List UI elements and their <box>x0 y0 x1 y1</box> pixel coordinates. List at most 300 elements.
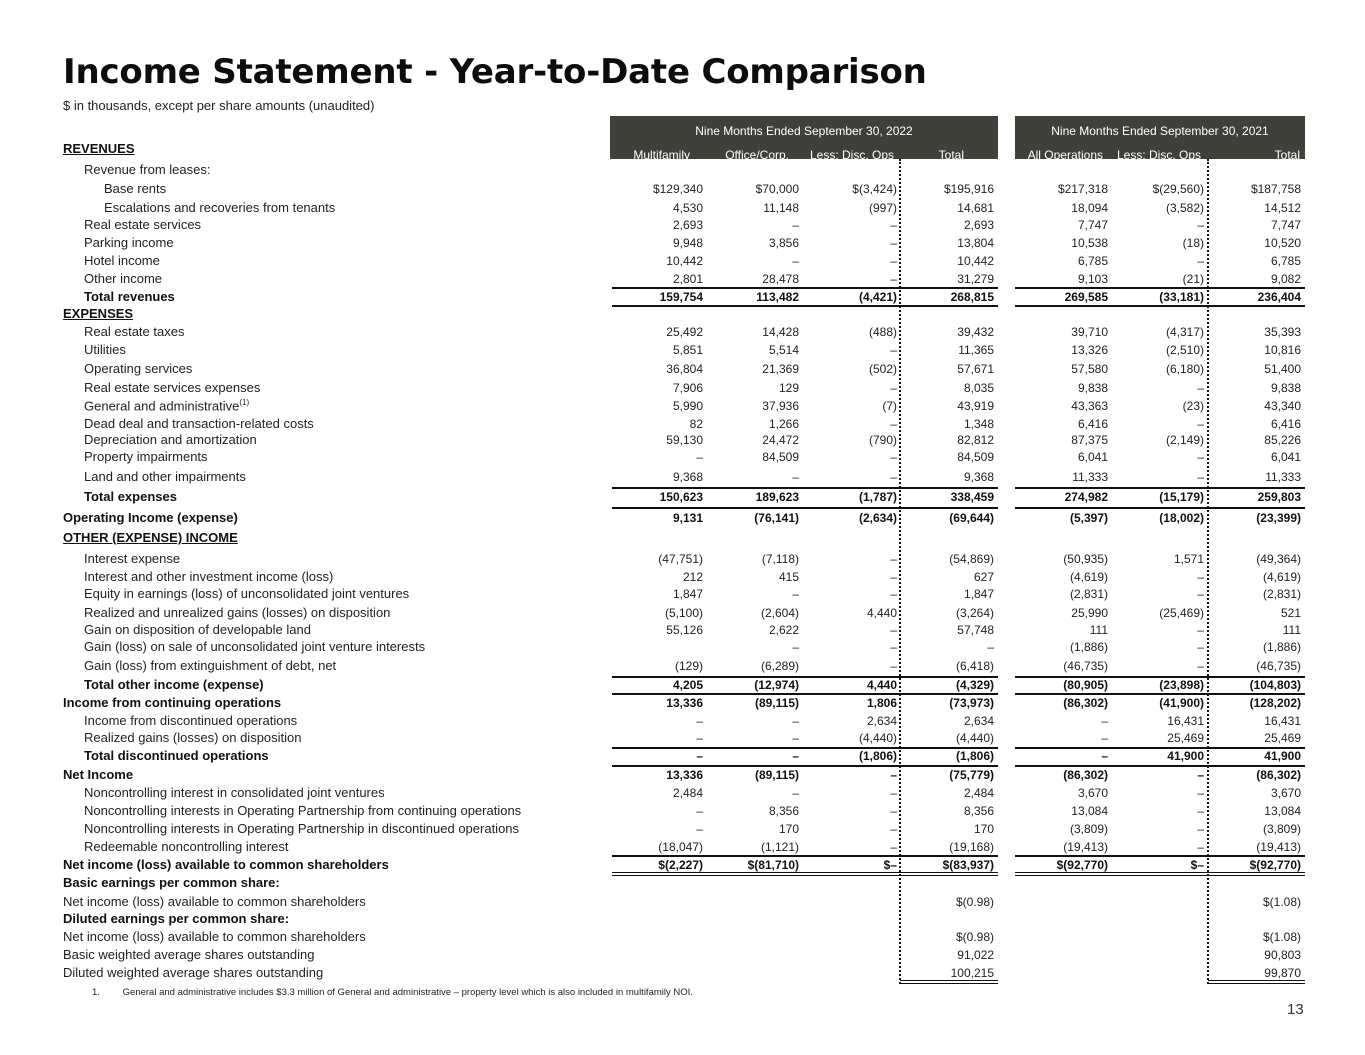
cell-2022-col3: (4,440) <box>955 731 994 745</box>
cell-2022-col3: 627 <box>973 570 994 584</box>
cell-2022-col0: $(2,227) <box>658 858 703 872</box>
cell-2022-col2: – <box>890 417 897 431</box>
cell-2021-col2: (46,735) <box>1256 659 1301 673</box>
row-label <box>63 965 323 980</box>
rule-total-revenues-top-2021 <box>1015 287 1305 289</box>
cell-2022-col2: $– <box>883 858 897 872</box>
cell-2022-col3: (75,779) <box>949 768 994 782</box>
row-label <box>84 803 521 818</box>
cell-2021-col1: – <box>1197 659 1204 673</box>
cell-2021-col2: (3,809) <box>1262 822 1301 836</box>
cell-2021-col2: $(92,770) <box>1249 858 1301 872</box>
cell-2021-col1: (25,469) <box>1159 606 1204 620</box>
cell-2021-col1: (15,179) <box>1159 490 1204 504</box>
cell-2021-col1: – <box>1197 623 1204 637</box>
row-label-text: Utilities <box>84 342 126 357</box>
row-label <box>84 162 210 177</box>
row-label-text: Equity in earnings (loss) of unconsolidated joint ventures <box>84 586 410 601</box>
cell-2021-col0: 7,747 <box>1077 218 1108 232</box>
rule-total-disc-bottom-2021 <box>1015 765 1305 767</box>
cell-2022-col0: (5,100) <box>664 606 703 620</box>
rule-total-expenses-top <box>612 487 998 489</box>
cell-2022-col3: 2,484 <box>963 786 994 800</box>
cell-2022-col1: 28,478 <box>762 272 799 286</box>
cell-2022-col1: $70,000 <box>755 182 799 196</box>
cell-2021-col2: 111 <box>1282 623 1301 637</box>
row-label <box>84 398 249 413</box>
cell-2022-col3: (3,264) <box>955 606 994 620</box>
row-label-text: Basic earnings per common share: <box>63 875 280 890</box>
cell-2021-col2: 236,404 <box>1257 290 1301 304</box>
cell-2021-col0: 274,982 <box>1064 490 1108 504</box>
cell-2021-col2: 14,512 <box>1264 201 1301 215</box>
row-label <box>84 361 192 376</box>
cell-2021-col1: (2,149) <box>1165 433 1204 447</box>
period-2022-label: Nine Months Ended September 30, 2022 <box>695 124 913 138</box>
cell-2022-col3: 57,671 <box>957 362 994 376</box>
cell-2021-col1: – <box>1197 768 1204 782</box>
cell-2021-col0: $217,318 <box>1057 182 1108 196</box>
cell-2021-col1: (33,181) <box>1159 290 1204 304</box>
cell-2022-col1: 5,514 <box>768 343 799 357</box>
row-label <box>84 235 174 250</box>
cell-2021-col1: – <box>1197 218 1204 232</box>
rule-total-other-bottom-2021 <box>1015 693 1305 695</box>
row-label-text: Escalations and recoveries from tenants <box>104 200 336 215</box>
cell-2021-col0: 25,990 <box>1071 606 1108 620</box>
row-label <box>63 530 238 545</box>
cell-2021-col2: 9,838 <box>1270 381 1301 395</box>
cell-2022-col1: (2,604) <box>760 606 799 620</box>
cell-2022-col2: (7) <box>882 399 897 413</box>
cell-2021-col1: – <box>1197 786 1204 800</box>
cell-2021-col2: 6,416 <box>1270 417 1301 431</box>
row-label <box>63 947 315 962</box>
rule-net-common-top <box>612 855 998 857</box>
cell-2021-col0: 9,838 <box>1077 381 1108 395</box>
cell-2021-col0: 10,538 <box>1071 236 1108 250</box>
cell-2022-col2: – <box>890 272 897 286</box>
row-label-text: Realized gains (losses) on disposition <box>84 730 302 745</box>
row-label-text: Gain (loss) on sale of unconsolidated joint venture interests <box>84 639 426 654</box>
cell-2022-col1: 170 <box>778 822 799 836</box>
cell-2022-col2: 4,440 <box>866 606 897 620</box>
cell-2022-col2: – <box>890 840 897 854</box>
row-label <box>84 289 175 304</box>
row-label <box>84 605 390 620</box>
row-label <box>84 469 246 484</box>
cell-2021-col1: – <box>1197 570 1204 584</box>
cell-2021-col1: 41,900 <box>1167 749 1204 763</box>
cell-2021-col2: (104,803) <box>1249 678 1301 692</box>
cell-2021-col2: 6,785 <box>1270 254 1301 268</box>
cell-2022-col1: (76,141) <box>754 511 799 525</box>
row-label-text: Other income <box>84 271 163 286</box>
cell-2022-col3: $(0.98) <box>955 895 994 909</box>
cell-2021-col1: (23,898) <box>1159 678 1204 692</box>
cell-2022-col2: – <box>890 552 897 566</box>
cell-2022-col1: 14,428 <box>762 325 799 339</box>
cell-2021-col2: $(1.08) <box>1262 930 1301 944</box>
cell-2021-col1: – <box>1197 822 1204 836</box>
rule-total-revenues-bottom-2021 <box>1015 305 1305 307</box>
cell-2022-col3: 11,365 <box>958 343 994 357</box>
cell-2022-col2: (2,634) <box>858 511 897 525</box>
cell-2021-col1: – <box>1197 640 1204 654</box>
cell-2022-col2: – <box>890 470 897 484</box>
cell-2021-col1: (23) <box>1182 399 1204 413</box>
period-2021-label: Nine Months Ended September 30, 2021 <box>1051 124 1269 138</box>
cell-2022-col2: (4,421) <box>858 290 897 304</box>
row-label <box>84 271 162 286</box>
cell-2022-col1: – <box>792 714 799 728</box>
row-label <box>84 416 314 431</box>
cell-2022-col3: 13,804 <box>957 236 994 250</box>
cell-2022-col3: 2,634 <box>963 714 994 728</box>
cell-2021-col2: 6,041 <box>1270 450 1301 464</box>
cell-2021-col0: 87,375 <box>1071 433 1108 447</box>
cell-2021-col1: (18) <box>1182 236 1204 250</box>
cell-2021-col0: 3,670 <box>1077 786 1108 800</box>
row-label <box>84 342 126 357</box>
cell-2021-col0: 18,094 <box>1071 201 1108 215</box>
cell-2021-col0: – <box>1101 749 1108 763</box>
cell-2022-col3: 39,432 <box>957 325 994 339</box>
row-label-text: Total other income (expense) <box>84 677 264 692</box>
cell-2022-col2: – <box>890 768 897 782</box>
cell-2022-col3: 2,693 <box>963 218 994 232</box>
cell-2022-col0: – <box>696 822 703 836</box>
cell-2021-col1: 1,571 <box>1173 552 1204 566</box>
row-label-text: Gain on disposition of developable land <box>84 622 311 637</box>
col-header-total-2021: Total <box>1274 148 1300 162</box>
rule-net-common-bottom-2021 <box>1015 872 1305 876</box>
cell-2021-col2: (2,831) <box>1262 587 1301 601</box>
cell-2021-col0: $(92,770) <box>1056 858 1108 872</box>
cell-2022-col2: (1,787) <box>858 490 897 504</box>
rule-shares-bottom-2021 <box>1208 980 1305 984</box>
footnote-text: General and administrative includes $3.3 million of General and administrative – property level which is also included in multifamily NOI. <box>122 987 693 998</box>
rule-total-expenses-bottom <box>612 507 998 509</box>
cell-2021-col1: – <box>1197 470 1204 484</box>
cell-2021-col2: 43,340 <box>1264 399 1301 413</box>
row-label-text: Total expenses <box>84 489 177 504</box>
cell-2021-col2: 13,084 <box>1264 804 1301 818</box>
cell-2022-col2: – <box>890 254 897 268</box>
cell-2021-col1: – <box>1197 381 1204 395</box>
row-label-text: Gain (loss) from extinguishment of debt, net <box>84 658 337 673</box>
row-label-text: Land and other impairments <box>84 469 246 484</box>
cell-2022-col0: (129) <box>674 659 703 673</box>
cell-2022-col2: 1,806 <box>866 696 897 710</box>
row-label-text: Income from continuing operations <box>63 695 282 710</box>
cell-2022-col0: 13,336 <box>666 768 703 782</box>
cell-2022-col0: 2,693 <box>672 218 703 232</box>
cell-2022-col2: – <box>890 804 897 818</box>
cell-2022-col2: – <box>890 786 897 800</box>
cell-2021-col2: 10,520 <box>1264 236 1301 250</box>
cell-2021-col1: $(29,560) <box>1152 182 1204 196</box>
cell-2022-col3: 57,748 <box>957 623 994 637</box>
cell-2021-col0: (86,302) <box>1063 696 1108 710</box>
cell-2022-col2: – <box>890 640 897 654</box>
row-label-text: Real estate taxes <box>84 324 185 339</box>
row-label <box>63 510 238 525</box>
row-label <box>84 217 201 232</box>
units-subtitle: $ in thousands, except per share amounts (unaudited) <box>63 98 375 113</box>
row-label-text: REVENUES <box>63 141 135 156</box>
row-label-text: Redeemable noncontrolling interest <box>84 839 289 854</box>
rule-total-disc-bottom <box>612 765 998 767</box>
row-label <box>84 785 385 800</box>
cell-2022-col2: – <box>890 659 897 673</box>
col-header-less-disc-ops-2022: Less: Disc. Ops <box>809 148 894 162</box>
cell-2022-col1: (6,289) <box>760 659 799 673</box>
cell-2022-col3: $(0.98) <box>955 930 994 944</box>
cell-2021-col2: 90,803 <box>1264 948 1301 962</box>
cell-2022-col0: 25,492 <box>666 325 703 339</box>
cell-2022-col1: 3,856 <box>768 236 799 250</box>
cell-2022-col0: 150,623 <box>659 490 703 504</box>
cell-2021-col2: (23,399) <box>1256 511 1301 525</box>
cell-2021-col1: – <box>1197 450 1204 464</box>
cell-2022-col1: 8,356 <box>768 804 799 818</box>
row-label-text: Interest expense <box>84 551 181 566</box>
cell-2022-col0: 5,851 <box>672 343 703 357</box>
cell-2022-col1: – <box>792 254 799 268</box>
cell-2022-col1: 24,472 <box>762 433 799 447</box>
cell-2022-col1: – <box>792 749 799 763</box>
cell-2021-col0: 6,416 <box>1077 417 1108 431</box>
cell-2022-col1: 1,266 <box>768 417 799 431</box>
cell-2022-col3: 338,459 <box>950 490 994 504</box>
cell-2022-col1: 84,509 <box>762 450 799 464</box>
cell-2021-col2: (128,202) <box>1249 696 1301 710</box>
cell-2021-col0: – <box>1101 731 1108 745</box>
cell-2021-col0: (2,831) <box>1069 587 1108 601</box>
cell-2022-col1: – <box>792 470 799 484</box>
cell-2022-col0: – <box>696 450 703 464</box>
cell-2022-col2: (790) <box>868 433 897 447</box>
row-label <box>104 200 335 215</box>
cell-2022-col0: – <box>696 749 703 763</box>
row-label-text: Hotel income <box>84 253 160 268</box>
cell-2022-col1: – <box>792 731 799 745</box>
cell-2021-col0: 11,333 <box>1072 470 1108 484</box>
row-label-text: Noncontrolling interests in Operating Partnership from continuing operations <box>84 803 522 818</box>
cell-2021-col1: (21) <box>1182 272 1204 286</box>
row-label <box>63 767 133 782</box>
cell-2021-col0: 9,103 <box>1077 272 1108 286</box>
cell-2022-col1: 21,369 <box>762 362 799 376</box>
cell-2021-col2: (4,619) <box>1262 570 1301 584</box>
cell-2022-col2: $(3,424) <box>852 182 897 196</box>
cell-2021-col0: 57,580 <box>1071 362 1108 376</box>
row-label <box>84 449 208 464</box>
cell-2021-col0: 6,785 <box>1077 254 1108 268</box>
cell-2022-col1: 11,148 <box>763 201 799 215</box>
cell-2021-col0: (80,905) <box>1063 678 1108 692</box>
cell-2021-col2: (1,886) <box>1262 640 1301 654</box>
cell-2021-col2: $187,758 <box>1250 182 1301 196</box>
cell-2022-col0: 212 <box>682 570 703 584</box>
row-label <box>63 929 366 944</box>
cell-2021-col1: $– <box>1190 858 1204 872</box>
cell-2021-col2: 11,333 <box>1265 470 1301 484</box>
cell-2021-col1: – <box>1197 417 1204 431</box>
cell-2021-col2: 10,816 <box>1264 343 1301 357</box>
row-label <box>84 677 264 692</box>
row-label-text: Realized and unrealized gains (losses) on disposition <box>84 605 391 620</box>
cell-2021-col0: (46,735) <box>1063 659 1108 673</box>
cell-2021-col0: (1,886) <box>1069 640 1108 654</box>
cell-2021-col0: (5,397) <box>1069 511 1108 525</box>
cell-2021-col0: (4,619) <box>1069 570 1108 584</box>
cell-2021-col0: 111 <box>1089 623 1108 637</box>
cell-2021-col2: 35,393 <box>1264 325 1301 339</box>
col-header-office-corp: Office/Corp. <box>725 148 789 162</box>
cell-2021-col1: (2,510) <box>1165 343 1204 357</box>
cell-2022-col3: 170 <box>973 822 994 836</box>
row-label <box>104 181 166 196</box>
row-label <box>84 730 302 745</box>
cell-2022-col1: 129 <box>778 381 799 395</box>
cell-2022-col0: 2,484 <box>672 786 703 800</box>
cell-2021-col1: (41,900) <box>1159 696 1204 710</box>
cell-2021-col2: 3,670 <box>1270 786 1301 800</box>
cell-2022-col3: 8,035 <box>963 381 994 395</box>
cell-2022-col3: 84,509 <box>957 450 994 464</box>
row-label-text: Real estate services expenses <box>84 380 261 395</box>
row-label <box>84 658 336 673</box>
row-label-text: Dead deal and transaction-related costs <box>84 416 314 431</box>
cell-2022-col1: (89,115) <box>754 768 799 782</box>
rule-net-common-top-2021 <box>1015 855 1305 857</box>
cell-2022-col2: – <box>890 236 897 250</box>
row-label-text: Depreciation and amortization <box>84 432 257 447</box>
row-label <box>84 551 180 566</box>
cell-2022-col2: (4,440) <box>858 731 897 745</box>
cell-2022-col0: 7,906 <box>672 381 703 395</box>
cell-2021-col2: 16,431 <box>1264 714 1301 728</box>
cell-2021-col1: – <box>1197 804 1204 818</box>
cell-2022-col3: 43,919 <box>957 399 994 413</box>
cell-2022-col3: 10,442 <box>957 254 994 268</box>
cell-2021-col0: – <box>1101 714 1108 728</box>
footnote-ref: (1) <box>239 398 250 407</box>
cell-2022-col0: 5,990 <box>672 399 703 413</box>
col-header-multifamily: Multifamily <box>633 148 690 162</box>
cell-2022-col0: 9,948 <box>672 236 703 250</box>
row-label-text: Noncontrolling interest in consolidated joint ventures <box>84 785 385 800</box>
row-label <box>84 713 297 728</box>
row-label <box>84 380 260 395</box>
cell-2021-col1: 25,469 <box>1167 731 1204 745</box>
page-title: Income Statement - Year-to-Date Comparison <box>63 52 927 92</box>
row-label-text: Property impairments <box>84 449 208 464</box>
row-label-text: Net Income <box>63 767 134 782</box>
page-number: 13 <box>1287 1001 1304 1018</box>
row-label <box>84 839 289 854</box>
row-label-text: Net income (loss) available to common shareholders <box>63 894 366 909</box>
row-label-text: Basic weighted average shares outstanding <box>63 947 315 962</box>
cell-2022-col0: (47,751) <box>658 552 703 566</box>
cell-2022-col3: $(83,937) <box>942 858 994 872</box>
rule-shares-bottom-2022 <box>900 980 998 984</box>
cell-2022-col1: (12,974) <box>754 678 799 692</box>
cell-2022-col1: (89,115) <box>754 696 799 710</box>
row-label-text: Total discontinued operations <box>84 748 269 763</box>
cell-2022-col3: 82,812 <box>957 433 994 447</box>
row-label <box>84 324 184 339</box>
row-label-text: Noncontrolling interests in Operating Partnership in discontinued operations <box>84 821 520 836</box>
rule-total-revenues-bottom <box>612 305 998 307</box>
cell-2022-col3: 31,279 <box>957 272 994 286</box>
cell-2022-col2: – <box>890 218 897 232</box>
cell-2021-col1: – <box>1197 254 1204 268</box>
cell-2022-col0: 82 <box>689 417 703 431</box>
row-label <box>84 569 333 584</box>
cell-2022-col1: 415 <box>778 570 799 584</box>
cell-2021-col2: (19,413) <box>1256 840 1301 854</box>
row-label-text: Diluted earnings per common share: <box>63 911 290 926</box>
cell-2022-col0: 159,754 <box>659 290 703 304</box>
cell-2022-col0: 59,130 <box>666 433 703 447</box>
cell-2021-col2: (86,302) <box>1256 768 1301 782</box>
row-label <box>84 489 177 504</box>
cell-2022-col1: (1,121) <box>760 840 799 854</box>
cell-2022-col3: 14,681 <box>957 201 994 215</box>
rule-net-common-bottom <box>612 872 998 876</box>
cell-2022-col0: 1,847 <box>672 587 703 601</box>
row-label-text: Diluted weighted average shares outstanding <box>63 965 324 980</box>
cell-2021-col2: 259,803 <box>1257 490 1301 504</box>
cell-2022-col2: – <box>890 822 897 836</box>
cell-2022-col3: 1,348 <box>963 417 994 431</box>
row-label <box>63 875 280 890</box>
cell-2021-col1: (4,317) <box>1165 325 1204 339</box>
cell-2021-col0: (50,935) <box>1063 552 1108 566</box>
cell-2021-col2: 521 <box>1280 606 1301 620</box>
rule-total-other-bottom <box>612 693 998 695</box>
cell-2022-col2: – <box>890 450 897 464</box>
row-label-text: Income from discontinued operations <box>84 713 298 728</box>
cell-2021-col1: – <box>1197 587 1204 601</box>
cell-2022-col0: 55,126 <box>666 623 703 637</box>
cell-2021-col0: 13,084 <box>1071 804 1108 818</box>
cell-2021-col0: 43,363 <box>1071 399 1108 413</box>
row-label-text: Real estate services <box>84 217 202 232</box>
cell-2021-col2: 9,082 <box>1270 272 1301 286</box>
row-label-text: Total revenues <box>84 289 175 304</box>
cell-2022-col1: – <box>792 587 799 601</box>
cell-2022-col3: 8,356 <box>963 804 994 818</box>
cell-2021-col2: 99,870 <box>1264 966 1301 980</box>
cell-2022-col0: – <box>696 731 703 745</box>
cell-2022-col2: (502) <box>868 362 897 376</box>
cell-2022-col3: 268,815 <box>950 290 994 304</box>
cell-2022-col1: 37,936 <box>762 399 799 413</box>
cell-2022-col2: – <box>890 343 897 357</box>
cell-2022-col3: (69,644) <box>949 511 994 525</box>
cell-2022-col3: (54,869) <box>949 552 994 566</box>
cell-2021-col0: 6,041 <box>1077 450 1108 464</box>
row-label <box>84 821 519 836</box>
row-label-text: Net income (loss) available to common shareholders <box>63 857 389 872</box>
cell-2021-col2: 85,226 <box>1264 433 1301 447</box>
cell-2022-col0: 9,368 <box>672 470 703 484</box>
row-label-text: Revenue from leases: <box>84 162 211 177</box>
